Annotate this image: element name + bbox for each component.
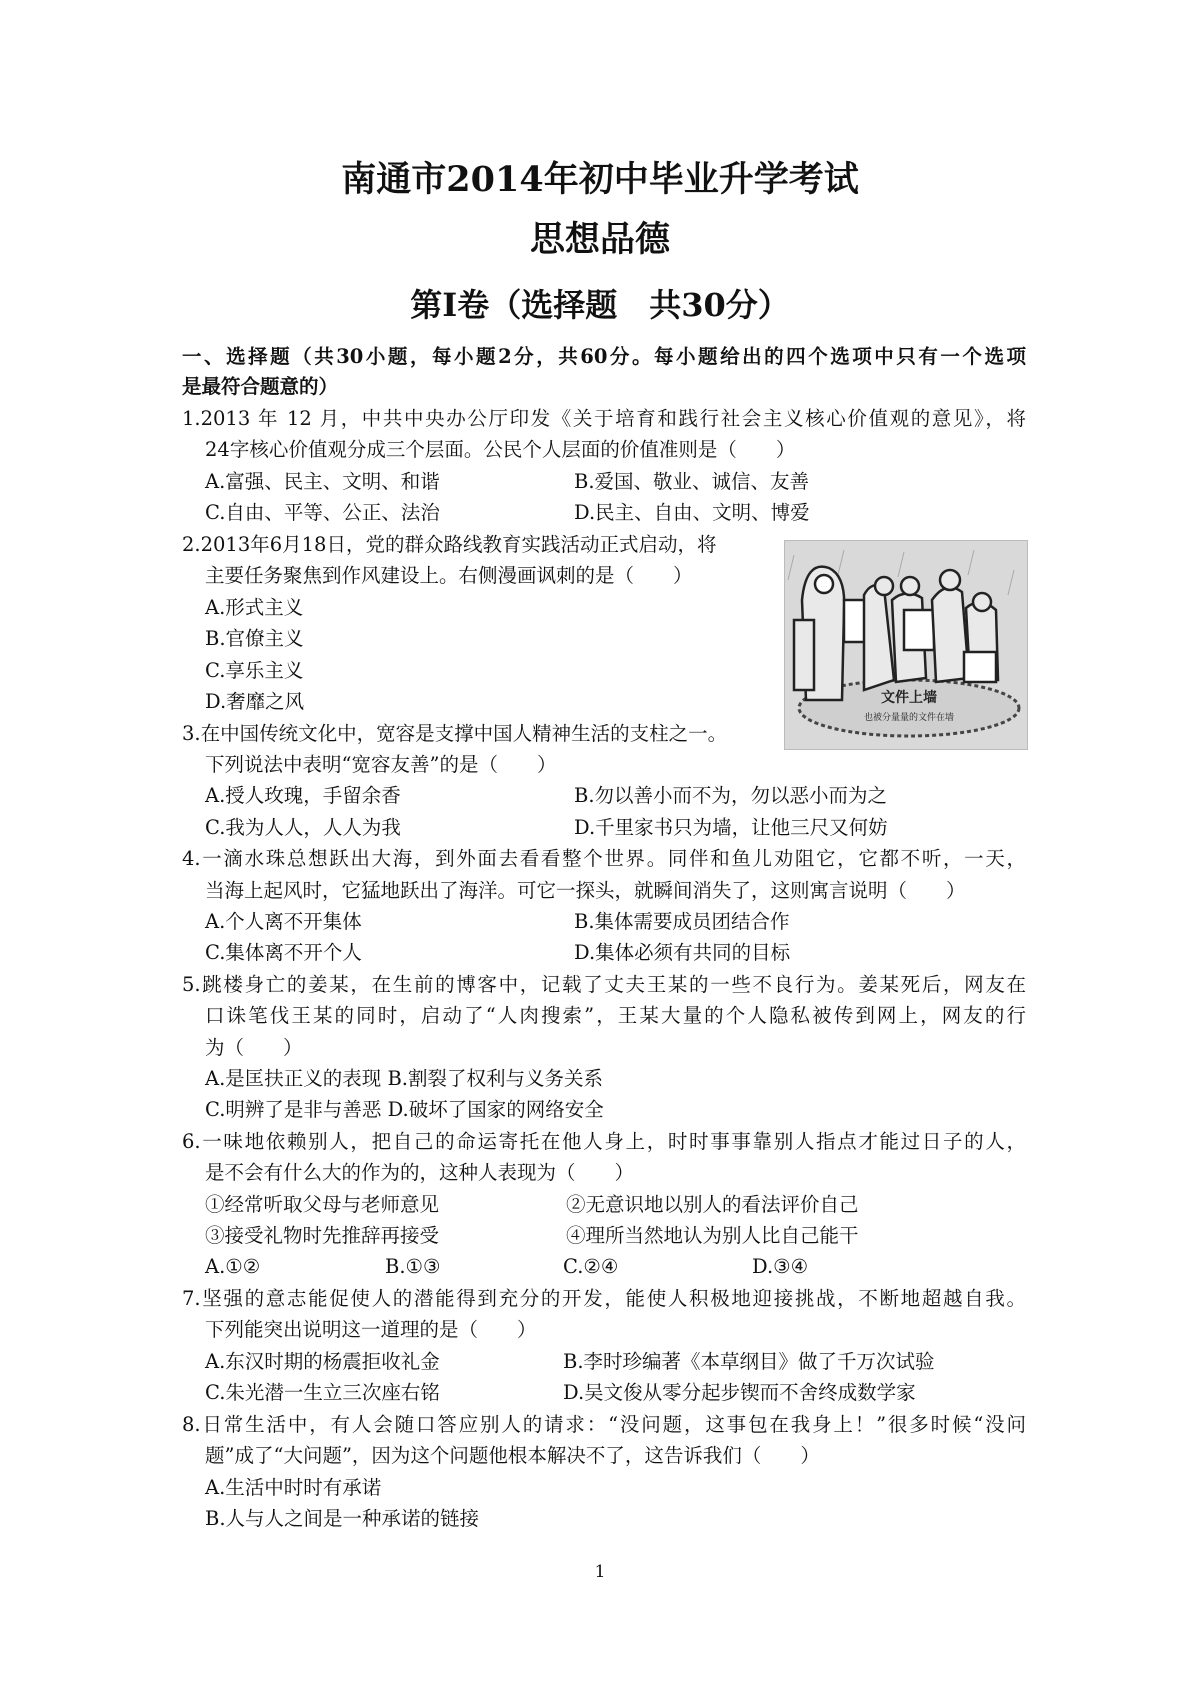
q6-option-a: A.①② xyxy=(205,1255,261,1278)
subject-title: 思想品德 xyxy=(529,219,670,260)
q3-option-b: B.勿以善小而不为，勿以恶小而为之 xyxy=(574,784,888,807)
q4-option-b: B.集体需要成员团结合作 xyxy=(574,910,790,933)
q6-item-3: ③接受礼物时先推辞再接受 xyxy=(205,1224,440,1247)
q1-option-c: C.自由、平等、公正、法治 xyxy=(205,501,440,524)
q4-stem-line-2: 当海上起风时，它猛地跃出了海洋。可它一探头，就瞬间消失了，这则寓言说明（ ） xyxy=(205,879,966,902)
q6-stem-line-2: 是不会有什么大的作为的，这种人表现为（ ） xyxy=(205,1161,635,1184)
q2-stem-line-1: 2.2013年6月18日，党的群众路线教育实践活动正式启动，将 xyxy=(182,533,717,556)
q6-option-b: B.①③ xyxy=(385,1255,441,1278)
q2-option-b: B.官僚主义 xyxy=(205,627,304,650)
q7-stem-line-1: 7.坚强的意志能促使人的潜能得到充分的开发，能使人积极地迎接挑战，不断地超越自我。 xyxy=(182,1287,1026,1310)
q6-item-2: ②无意识地以别人的看法评价自己 xyxy=(566,1193,859,1216)
q4-option-a: A.个人离不开集体 xyxy=(205,910,362,933)
q3-option-d: D.千里家书只为墙，让他三尺又何妨 xyxy=(574,816,888,839)
q4-stem-line-1: 4.一滴水珠总想跃出大海，到外面去看看整个世界。同伴和鱼儿劝阻它，它都不听，一天， xyxy=(182,847,1026,870)
q3-stem-line-1: 3.在中国传统文化中，宽容是支撑中国人精神生活的支柱之一。 xyxy=(182,722,728,745)
page-number: 1 xyxy=(594,1562,606,1582)
q6-option-c: C.②④ xyxy=(563,1255,619,1278)
q3-option-c: C.我为人人，人人为我 xyxy=(205,816,401,839)
q8-option-a: A.生活中时时有承诺 xyxy=(205,1476,382,1499)
exam-title: 南通市2014年初中毕业升学考试 xyxy=(341,159,859,200)
instructions-line-1: 一、选择题（共30小题，每小题2分，共60分。每小题给出的四个选项中只有一个选项 xyxy=(182,345,1026,368)
q3-stem-line-2: 下列说法中表明“宽容友善”的是（ ） xyxy=(205,753,557,776)
q5-stem-line-2: 口诛笔伐王某的同时，启动了“人肉搜索”，王某大量的个人隐私被传到网上，网友的行 xyxy=(205,1004,1026,1027)
q5-stem-line-3: 为（ ） xyxy=(205,1036,303,1059)
q1-option-a: A.富强、民主、文明、和谐 xyxy=(205,470,440,493)
cartoon-subcaption: 也被分量量的文件在墙 xyxy=(863,712,955,722)
q6-item-4: ④理所当然地认为别人比自己能干 xyxy=(566,1224,859,1247)
q2-option-d: D.奢靡之风 xyxy=(205,690,305,713)
q6-option-d: D.③④ xyxy=(752,1255,809,1278)
q7-option-a: A.东汉时期的杨震拒收礼金 xyxy=(205,1350,440,1373)
q5-option-ab: A.是匡扶正义的表现 B.割裂了权利与义务关系 xyxy=(205,1067,604,1090)
q8-stem-line-1: 8.日常生活中，有人会随口答应别人的请求：“没问题，这事包在我身上！”很多时候“没问 xyxy=(182,1413,1026,1436)
q2-stem-line-2: 主要任务聚焦到作风建设上。右侧漫画讽刺的是（ ） xyxy=(205,564,693,587)
q4-option-d: D.集体必须有共同的目标 xyxy=(574,941,791,964)
q5-stem-line-1: 5.跳楼身亡的姜某，在生前的博客中，记载了丈夫王某的一些不良行为。姜某死后，网友在 xyxy=(182,973,1026,996)
q5-option-cd: C.明辨了是非与善恶 D.破坏了国家的网络安全 xyxy=(205,1098,604,1121)
section-title: 第Ⅰ卷（选择题 共30分） xyxy=(410,286,790,324)
q2-option-c: C.享乐主义 xyxy=(205,659,304,682)
instructions-line-2: 是最符合题意的） xyxy=(182,375,339,398)
q7-option-c: C.朱光潜一生立三次座右铭 xyxy=(205,1381,440,1404)
q1-option-b: B.爱国、敬业、诚信、友善 xyxy=(574,470,810,493)
q8-option-b: B.人与人之间是一种承诺的链接 xyxy=(205,1507,480,1530)
q7-option-b: B.李时珍编著《本草纲目》做了千万次试验 xyxy=(563,1350,935,1373)
q1-stem-line-2: 24字核心价值观分成三个层面。公民个人层面的价值准则是（ ） xyxy=(205,438,796,461)
q3-option-a: A.授人玫瑰，手留余香 xyxy=(205,784,401,807)
cartoon-image xyxy=(784,540,1028,750)
q7-stem-line-2: 下列能突出说明这一道理的是（ ） xyxy=(205,1318,537,1341)
q4-option-c: C.集体离不开个人 xyxy=(205,941,362,964)
q1-option-d: D.民主、自由、文明、博爱 xyxy=(574,501,810,524)
q7-option-d: D.吴文俊从零分起步锲而不舍终成数学家 xyxy=(563,1381,916,1404)
q1-stem-line-1: 1.2013 年 12 月，中共中央办公厅印发《关于培育和践行社会主义核心价值观的意见》，将 xyxy=(182,407,1026,430)
cartoon-caption: 文件上墙 xyxy=(881,689,937,705)
q6-item-1: ①经常听取父母与老师意见 xyxy=(205,1193,440,1216)
q8-stem-line-2: 题”成了“大问题”，因为这个问题他根本解决不了，这告诉我们（ ） xyxy=(205,1444,820,1467)
q6-stem-line-1: 6.一味地依赖别人，把自己的命运寄托在他人身上，时时事事靠别人指点才能过日子的人， xyxy=(182,1130,1026,1153)
q2-option-a: A.形式主义 xyxy=(205,596,304,619)
